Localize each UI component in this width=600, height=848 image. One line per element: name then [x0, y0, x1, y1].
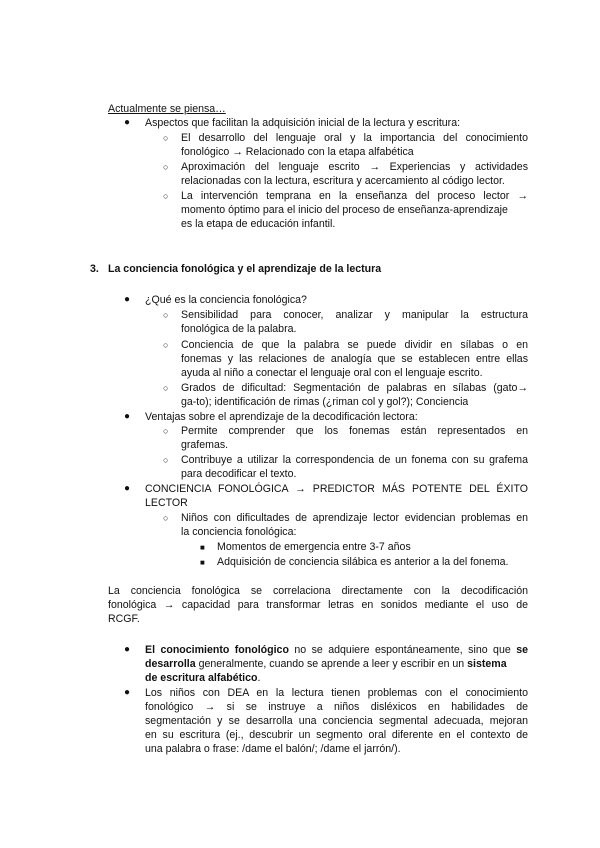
final-b1-line2	[145, 657, 507, 671]
c-square2: Adquisición de conciencia silábica es anterior a la del fonema.	[217, 556, 509, 568]
circle-bullet-icon: ○	[163, 455, 169, 465]
predictor-line1: CONCIENCIA FONOLÓGICA → PREDICTOR MÁS POTENTE DEL ÉXITO	[145, 483, 528, 495]
intro-sub3-line1: La intervención temprana en la enseñanza del proceso lector →	[181, 190, 528, 202]
intro-sub2-line1: Aproximación del lenguaje escrito → Experiencias y actividades	[181, 161, 528, 173]
circle-bullet-icon: ○	[163, 383, 169, 393]
q-sub2-line1: Conciencia de que la palabra se puede dividir en sílabas o en	[181, 339, 528, 351]
circle-bullet-icon: ○	[163, 191, 169, 201]
bold-phrase: se	[516, 644, 528, 656]
predictor-line2: LECTOR	[145, 497, 188, 509]
para-line2: fonológica → capacidad para transformar letras en sonidos mediante el uso de	[108, 599, 528, 611]
intro-bullet-text: Aspectos que facilitan la adquisición inicial de la lectura y escritura:	[145, 117, 461, 129]
intro-heading: Actualmente se piensa…	[108, 103, 226, 115]
square-bullet-icon: ■	[200, 543, 205, 552]
bold-phrase: de escritura alfabético	[145, 672, 258, 684]
bullet-icon: ●	[124, 294, 131, 305]
square-bullet-icon: ■	[200, 558, 205, 567]
bold-phrase: El conocimiento fonológico	[145, 644, 289, 656]
bold-phrase: desarrolla	[145, 658, 196, 670]
intro-sub3-line3: es la etapa de educación infantil.	[181, 218, 336, 230]
para-line3: RCGF.	[108, 613, 140, 625]
c-square1: Momentos de emergencia entre 3-7 años	[217, 541, 411, 553]
bullet-icon: ●	[124, 644, 131, 655]
bullet-icon: ●	[124, 483, 131, 494]
intro-sub2-line2: relacionadas con la lectura, escritura y acercamiento al código lector.	[181, 175, 505, 187]
final-b2-line3: segmentación y se desarrolla una conciencia segmental adecuada, mejoran	[145, 715, 528, 727]
final-b2-line5: una palabra o frase: /dame el balón/; /dame el jarrón/).	[145, 743, 401, 755]
v-sub1-line2: grafemas.	[181, 439, 229, 451]
bullet-icon: ●	[124, 687, 131, 698]
v-sub2-line1: Contribuye a utilizar la correspondencia de un fonema con su grafema	[181, 454, 528, 466]
intro-sub3-line2: momento óptimo para el inicio del proceso de enseñanza-aprendizaje	[181, 204, 508, 216]
q-sub2-line3: ayuda al niño a conectar el lenguaje oral con el lenguaje escrito.	[181, 367, 483, 379]
circle-bullet-icon: ○	[163, 340, 169, 350]
intro-sub1-line1: El desarrollo del lenguaje oral y la importancia del conocimiento	[181, 132, 528, 144]
bold-phrase: sistema	[467, 658, 507, 670]
v-sub1-line1: Permite comprender que los fonemas están representados en	[181, 425, 528, 437]
text-run: .	[257, 672, 261, 684]
text-run: no se adquiere espontáneamente, sino que	[288, 644, 517, 656]
circle-bullet-icon: ○	[163, 133, 169, 143]
q-sub3-line2: ga-to); identificación de rimas (¿riman col y gol?); Conciencia	[181, 396, 469, 408]
final-b2-line1: Los niños con DEA en la lectura tienen problemas con el conocimiento	[145, 687, 528, 699]
circle-bullet-icon: ○	[163, 513, 169, 523]
circle-bullet-icon: ○	[163, 426, 169, 436]
section-number: 3.	[90, 263, 99, 275]
final-b1-line3	[145, 671, 260, 685]
intro-sub1-line2: fonológico → Relacionado con la etapa alfabética	[181, 146, 414, 158]
q-sub3-line1: Grados de dificultad: Segmentación de palabras en sílabas (gato→	[181, 382, 528, 394]
ventajas-bullet: Ventajas sobre el aprendizaje de la decodificación lectora:	[145, 411, 418, 423]
q-sub2-line2: fonemas y las relaciones de analogía que se establecen entre ellas	[181, 353, 528, 365]
text-run: generalmente, cuando se aprende a leer y escribir en un	[195, 658, 468, 670]
q-sub1-line2: fonológica de la palabra.	[181, 323, 297, 335]
bullet-icon: ●	[124, 117, 131, 128]
final-b2-line2: fonológico → si se instruye a niños disléxicos en habilidades de	[145, 701, 528, 713]
bullet-icon: ●	[124, 411, 131, 422]
final-b1-line1	[145, 643, 528, 657]
question-bullet: ¿Qué es la conciencia fonológica?	[145, 294, 307, 306]
para-line1: La conciencia fonológica se correlaciona directamente con la decodificación	[108, 585, 528, 597]
circle-bullet-icon: ○	[163, 310, 169, 320]
c-sub1-line1: Niños con dificultades de aprendizaje lector evidencian problemas en	[181, 512, 528, 524]
circle-bullet-icon: ○	[163, 162, 169, 172]
v-sub2-line2: para decodificar el texto.	[181, 468, 297, 480]
q-sub1-line1: Sensibilidad para conocer, analizar y manipular la estructura	[181, 309, 528, 321]
final-b2-line4: en su escritura (ej., descubrir un segmento oral diferente en el contexto de	[145, 729, 528, 741]
section-title: La conciencia fonológica y el aprendizaje de la lectura	[108, 263, 382, 275]
c-sub1-line2: la conciencia fonológica:	[181, 526, 297, 538]
